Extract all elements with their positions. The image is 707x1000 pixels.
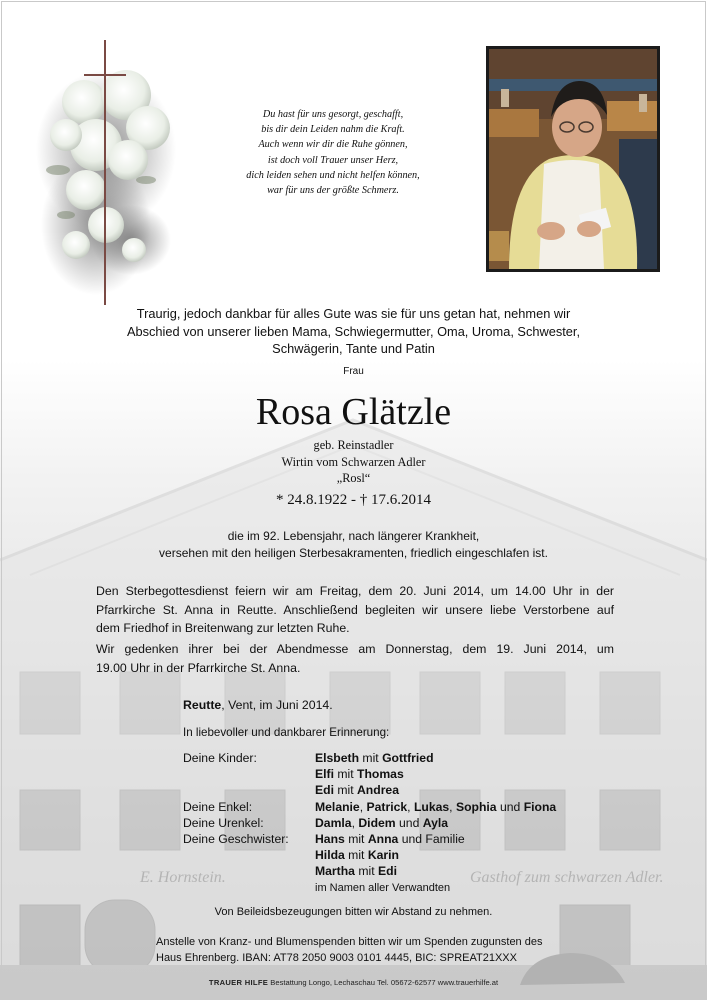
intro-text bbox=[100, 305, 607, 358]
passing-line: versehen mit den heiligen Sterbesakramenten, friedlich eingeschlafen ist. bbox=[159, 546, 548, 560]
portrait-photo bbox=[486, 46, 660, 272]
family-row-urenkel bbox=[183, 815, 556, 831]
memory-line: In liebevoller und dankbarer Erinnerung: bbox=[183, 726, 390, 739]
deceased-details bbox=[0, 437, 707, 487]
enkel-entry: Melanie, Patrick, Lukas, Sophia und Fiona bbox=[315, 799, 557, 814]
urenkel-entry: Damla, Didem und Ayla bbox=[315, 815, 449, 830]
cross-vertical-bar bbox=[104, 40, 106, 305]
place-rest: , Vent, im Juni 2014. bbox=[221, 698, 333, 712]
intro-line: Abschied von unserer lieben Mama, Schwiegermutter, Oma, Uroma, Schwester, bbox=[126, 323, 581, 339]
place-town: Reutte bbox=[183, 698, 222, 712]
footer-text: Bestattung Longo, Lechaschau Tel. 05672-62577 www.trauerhilfe.at bbox=[268, 978, 499, 987]
geschwister-entry: Martha mit Edi bbox=[315, 864, 397, 879]
poem-line: war für uns der größte Schmerz. bbox=[267, 185, 399, 197]
deceased-name: Rosa Glätzle bbox=[255, 391, 452, 433]
family-row-geschwister bbox=[183, 831, 556, 847]
kinder-label: Deine Kinder: bbox=[183, 751, 257, 765]
donation-line: Anstelle von Kranz- und Blumenspenden bitten wir um Spenden zugunsten des bbox=[156, 936, 543, 948]
salutation: Frau bbox=[343, 366, 364, 377]
poem-line: Auch wenn wir dir die Ruhe gönnen, bbox=[258, 139, 408, 151]
portrait-image bbox=[489, 49, 657, 269]
footer-brand: TRAUER HILFE bbox=[208, 978, 269, 987]
funeral-paragraph bbox=[96, 582, 614, 638]
poem-line: Du hast für uns gesorgt, geschafft, bbox=[262, 109, 404, 120]
funeral-line: dem Friedhof in Breitenwang zur letzten Ruhe. bbox=[96, 621, 350, 635]
relatives-line: im Namen aller Verwandten bbox=[315, 882, 451, 894]
kinder-entry: Elsbeth mit Gottfried bbox=[315, 751, 434, 765]
funeral-line: Pfarrkirche St. Anna in Reutte. Anschließend begleiten wir unsere liebe Verstorbene auf bbox=[96, 602, 614, 617]
family-row bbox=[183, 847, 556, 863]
background-sign-left: E. Hornstein. bbox=[140, 869, 226, 886]
kinder-entry: Edi mit Andrea bbox=[315, 783, 399, 798]
enkel-label: Deine Enkel: bbox=[183, 799, 253, 814]
nickname: „Rosl“ bbox=[336, 471, 371, 485]
poem bbox=[196, 107, 470, 198]
donation-note bbox=[156, 935, 556, 966]
intro-line: Schwägerin, Tante und Patin bbox=[272, 341, 435, 356]
passing-line: die im 92. Lebensjahr, nach längerer Krankheit, bbox=[227, 529, 480, 543]
donation-line: Haus Ehrenberg. IBAN: AT78 2050 9003 0101 4445, BIC: SPREAT21XXX bbox=[156, 951, 517, 964]
geschwister-entry: Hilda mit Karin bbox=[315, 848, 399, 863]
kinder-entry: Elfi mit Thomas bbox=[315, 767, 404, 782]
family-row-enkel bbox=[183, 799, 556, 815]
cross-horizontal-bar bbox=[84, 74, 126, 76]
poem-line: dich leiden sehen und nicht helfen können, bbox=[246, 169, 420, 181]
family-row bbox=[183, 863, 556, 879]
background-sign-right: Gasthof zum schwarzen Adler. bbox=[470, 869, 664, 886]
urenkel-label: Deine Urenkel: bbox=[183, 815, 264, 830]
mass-paragraph bbox=[96, 640, 614, 677]
passing-text bbox=[0, 528, 707, 562]
mass-line: 19.00 Uhr in der Pfarrkirche St. Anna. bbox=[96, 660, 301, 675]
poem-line: ist doch voll Trauer unser Herz, bbox=[267, 154, 399, 166]
poem-line: bis dir dein Leiden nahm die Kraft. bbox=[261, 124, 405, 136]
family-row bbox=[183, 766, 556, 782]
geschwister-entry: Hans mit Anna und Familie bbox=[315, 832, 465, 847]
white-roses-image bbox=[36, 40, 186, 310]
geschwister-label: Deine Geschwister: bbox=[183, 832, 289, 847]
place-date bbox=[183, 698, 333, 712]
role: Wirtin vom Schwarzen Adler bbox=[281, 454, 426, 469]
intro-line: Traurig, jedoch dankbar für alles Gute was sie für uns getan hat, nehmen wir bbox=[136, 306, 571, 321]
funeral-line: Den Sterbegottesdienst feiern wir am Freitag, dem 20. Juni 2014, um 14.00 Uhr in der bbox=[96, 584, 614, 598]
family-list bbox=[183, 750, 556, 880]
birth-name: geb. Reinstadler bbox=[313, 438, 394, 452]
mass-line: Wir gedenken ihrer bei der Abendmesse am Donnerstag, dem 19. Juni 2014, um bbox=[96, 642, 614, 656]
family-row-kinder bbox=[183, 750, 556, 766]
family-row bbox=[183, 782, 556, 798]
footer bbox=[0, 978, 707, 987]
life-dates: * 24.8.1922 - † 17.6.2014 bbox=[276, 492, 431, 508]
condolence-note: Von Beileidsbezeugungen bitten wir Abstand zu nehmen. bbox=[214, 906, 493, 918]
